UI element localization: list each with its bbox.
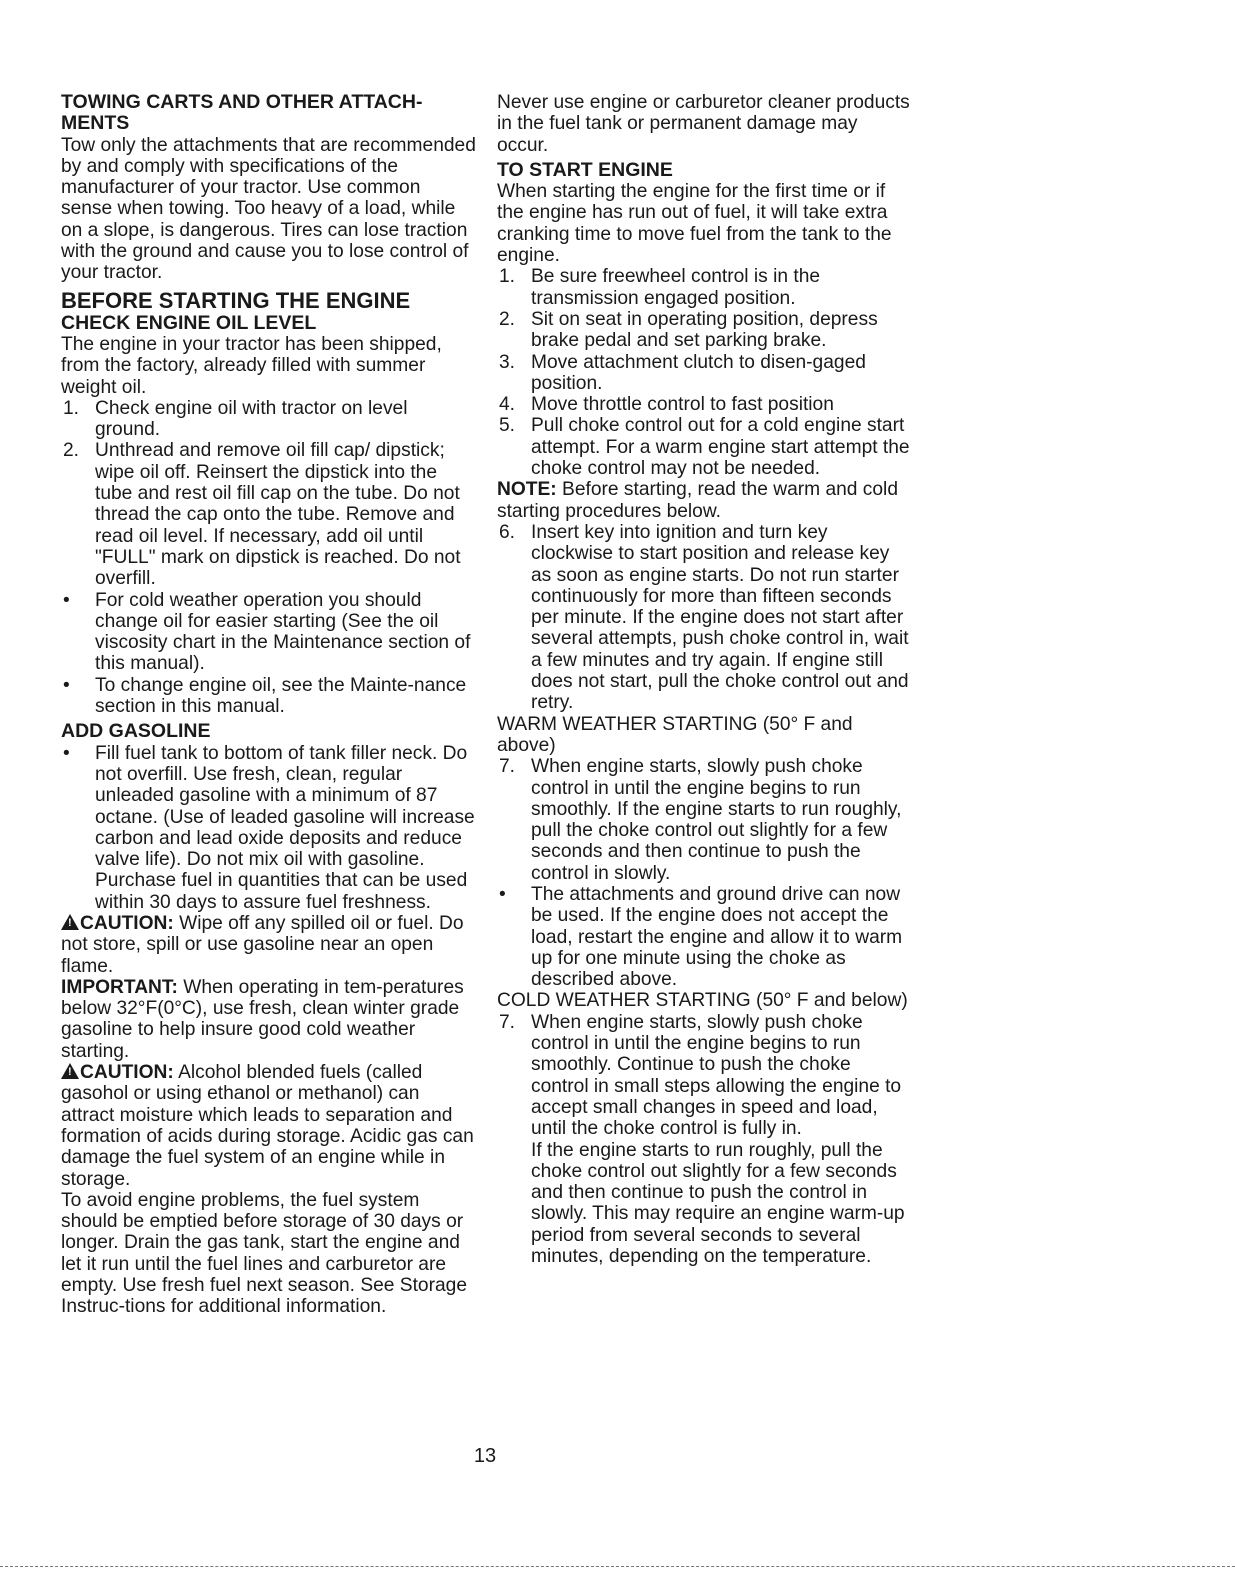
list-item <box>497 884 912 990</box>
list-item <box>497 756 912 884</box>
list-text: When engine starts, slowly push choke control in until the engine begins to run smoothly. Continue to push the choke control in small steps allowing the engine to accept small changes in speed and load, until the choke control is fully in. <box>531 1011 902 1140</box>
towing-heading: TOWING CARTS AND OTHER ATTACH-MENTS <box>61 91 423 135</box>
towing-paragraph: Tow only the attachments that are recommended by and comply with specifications of the manufacturer of your tractor. Use common sense when towing. Too heavy of a load, while on a slope, is dangerous. Tires can lose traction with the ground and cause you to lose control of your tractor. <box>61 134 476 284</box>
list-text: For cold weather operation you should change oil for easier starting (See the oil viscosity chart in the Maintenance section of this manual). <box>95 589 471 675</box>
note-paragraph <box>497 479 912 522</box>
list-marker: • <box>63 674 70 696</box>
caution-label: CAUTION: <box>80 912 174 934</box>
list-text: Unthread and remove oil fill cap/ dipstick; wipe oil off. Reinsert the dipstick into the tube and rest oil fill cap on the tube. Do not thread the cap onto the tube. Remove and read oil level. If necessary, add oil until "FULL" mark on dipstick is reached. Do not overfill. <box>95 440 461 590</box>
caution-text: Wipe off any spilled oil or fuel. Do not store, spill or use gasoline near an open flame. <box>61 912 464 977</box>
list-text: Sit on seat in operating position, depress brake pedal and set parking brake. <box>531 308 878 352</box>
cleaner-paragraph: Never use engine or carburetor cleaner products in the fuel tank or permanent damage may occur. <box>497 92 910 156</box>
warning-triangle-icon <box>61 1063 79 1079</box>
list-text: Move throttle control to fast position <box>531 394 834 416</box>
storage-paragraph: To avoid engine problems, the fuel system should be emptied before storage of 30 days or longer. Drain the gas tank, start the engine and let it run until the fuel lines and carburetor are empty. Use fresh fuel next season. See Storage Instruc-tions for additional information. <box>61 1189 468 1318</box>
check-oil-heading: CHECK ENGINE OIL LEVEL <box>61 311 317 334</box>
list-item <box>61 398 476 441</box>
list-item <box>497 1012 912 1140</box>
list-marker: 3. <box>499 351 516 373</box>
list-item <box>497 352 912 395</box>
list-item <box>497 415 912 479</box>
note-text: Before starting, read the warm and cold starting procedures below. <box>497 479 898 522</box>
list-item <box>497 522 912 714</box>
list-item <box>61 440 476 589</box>
warning-triangle-icon <box>61 914 79 930</box>
important-paragraph <box>61 977 476 1062</box>
list-text: Be sure freewheel control is in the transmission engaged position. <box>531 266 821 309</box>
list-marker: 2. <box>63 440 80 462</box>
important-label: IMPORTANT: <box>61 976 178 998</box>
list-item <box>497 266 912 309</box>
add-gasoline-heading: ADD GASOLINE <box>61 720 211 743</box>
list-text: To change engine oil, see the Mainte-nance section in this manual. <box>95 674 467 718</box>
caution-paragraph <box>61 913 476 977</box>
page-number: 13 <box>473 1445 497 1467</box>
list-text: Move attachment clutch to disen-gaged position. <box>531 351 866 394</box>
list-item <box>497 1140 912 1268</box>
note-label: NOTE: <box>497 479 557 501</box>
list-marker: 7. <box>499 756 516 778</box>
caution-text: Alcohol blended fuels (called gasohol or using ethanol or methanol) can attract moisture which leads to separation and formation of acids during storage. Acidic gas can damage the fuel system of an engine while in storage. <box>61 1062 474 1190</box>
before-starting-heading: BEFORE STARTING THE ENGINE <box>61 287 411 313</box>
list-item <box>497 394 912 415</box>
warm-weather-heading: WARM WEATHER STARTING (50° F and above) <box>497 713 853 756</box>
caution-label: CAUTION: <box>80 1062 174 1084</box>
list-text: Fill fuel tank to bottom of tank filler neck. Do not overfill. Use fresh, clean, regular unleaded gasoline with a minimum of 87 octane. (Use of leaded gasoline will increase carbon and lead oxide deposits and reduce valve life). Do not mix oil with gasoline. Purchase fuel in quantities that can be used within 30 days to assure fuel freshness. <box>95 742 475 913</box>
list-text: Check engine oil with tractor on level ground. <box>95 397 408 441</box>
list-marker: 1. <box>63 397 80 419</box>
cold-weather-heading: COLD WEATHER STARTING (50° F and below) <box>497 990 908 1012</box>
list-item <box>61 675 476 718</box>
list-marker: • <box>63 742 70 764</box>
oil-paragraph: The engine in your tractor has been shipped, from the factory, already filled with summer weight oil. <box>61 333 442 398</box>
cold-extra-text: If the engine starts to run roughly, pull the choke control out slightly for a few seconds and then continue to push the control in slowly. This may require an engine warm-up period from several seconds to several minutes, depending on the temperature. <box>531 1139 905 1268</box>
left-column <box>61 92 476 1318</box>
list-item <box>61 743 476 913</box>
list-item <box>497 309 912 352</box>
list-text: When engine starts, slowly push choke control in until the engine begins to run smoothly. If the engine starts to run roughly, pull the choke control out slightly for a few seconds and then continue to push the control in slowly. <box>531 756 902 884</box>
important-text: When operating in tem-peratures below 32°F(0°C), use fresh, clean winter grade gasoline to help insure good cold weather starting. <box>61 976 464 1062</box>
start-paragraph: When starting the engine for the first time or if the engine has run out of fuel, it will take extra cranking time to move fuel from the tank to the engine. <box>497 181 892 267</box>
list-marker: 2. <box>499 308 516 330</box>
list-marker: 5. <box>499 415 516 437</box>
start-engine-heading: TO START ENGINE <box>497 158 673 181</box>
list-item <box>61 590 476 675</box>
list-marker: • <box>499 883 506 905</box>
right-column <box>497 92 912 1267</box>
list-text: Insert key into ignition and turn key clockwise to start position and release key as soon as engine starts. Do not run starter continuously for more than fifteen seconds per minute. If the engine does not start after several attempts, push choke control in, wait a few minutes and try again. If engine still does not start, pull the choke control out and retry. <box>531 521 909 714</box>
list-marker: 7. <box>499 1011 516 1033</box>
scan-edge-divider <box>0 1566 1235 1567</box>
list-text: The attachments and ground drive can now be used. If the engine does not accept the load, restart the engine and allow it to warm up for one minute using the choke as described above. <box>531 883 903 991</box>
list-marker: 4. <box>499 394 516 416</box>
list-marker: 1. <box>499 266 516 288</box>
list-text: Pull choke control out for a cold engine start attempt. For a warm engine start attempt the choke control may not be needed. <box>531 415 910 480</box>
list-marker: • <box>63 589 70 611</box>
list-marker: 6. <box>499 521 516 543</box>
caution-paragraph <box>61 1062 476 1190</box>
